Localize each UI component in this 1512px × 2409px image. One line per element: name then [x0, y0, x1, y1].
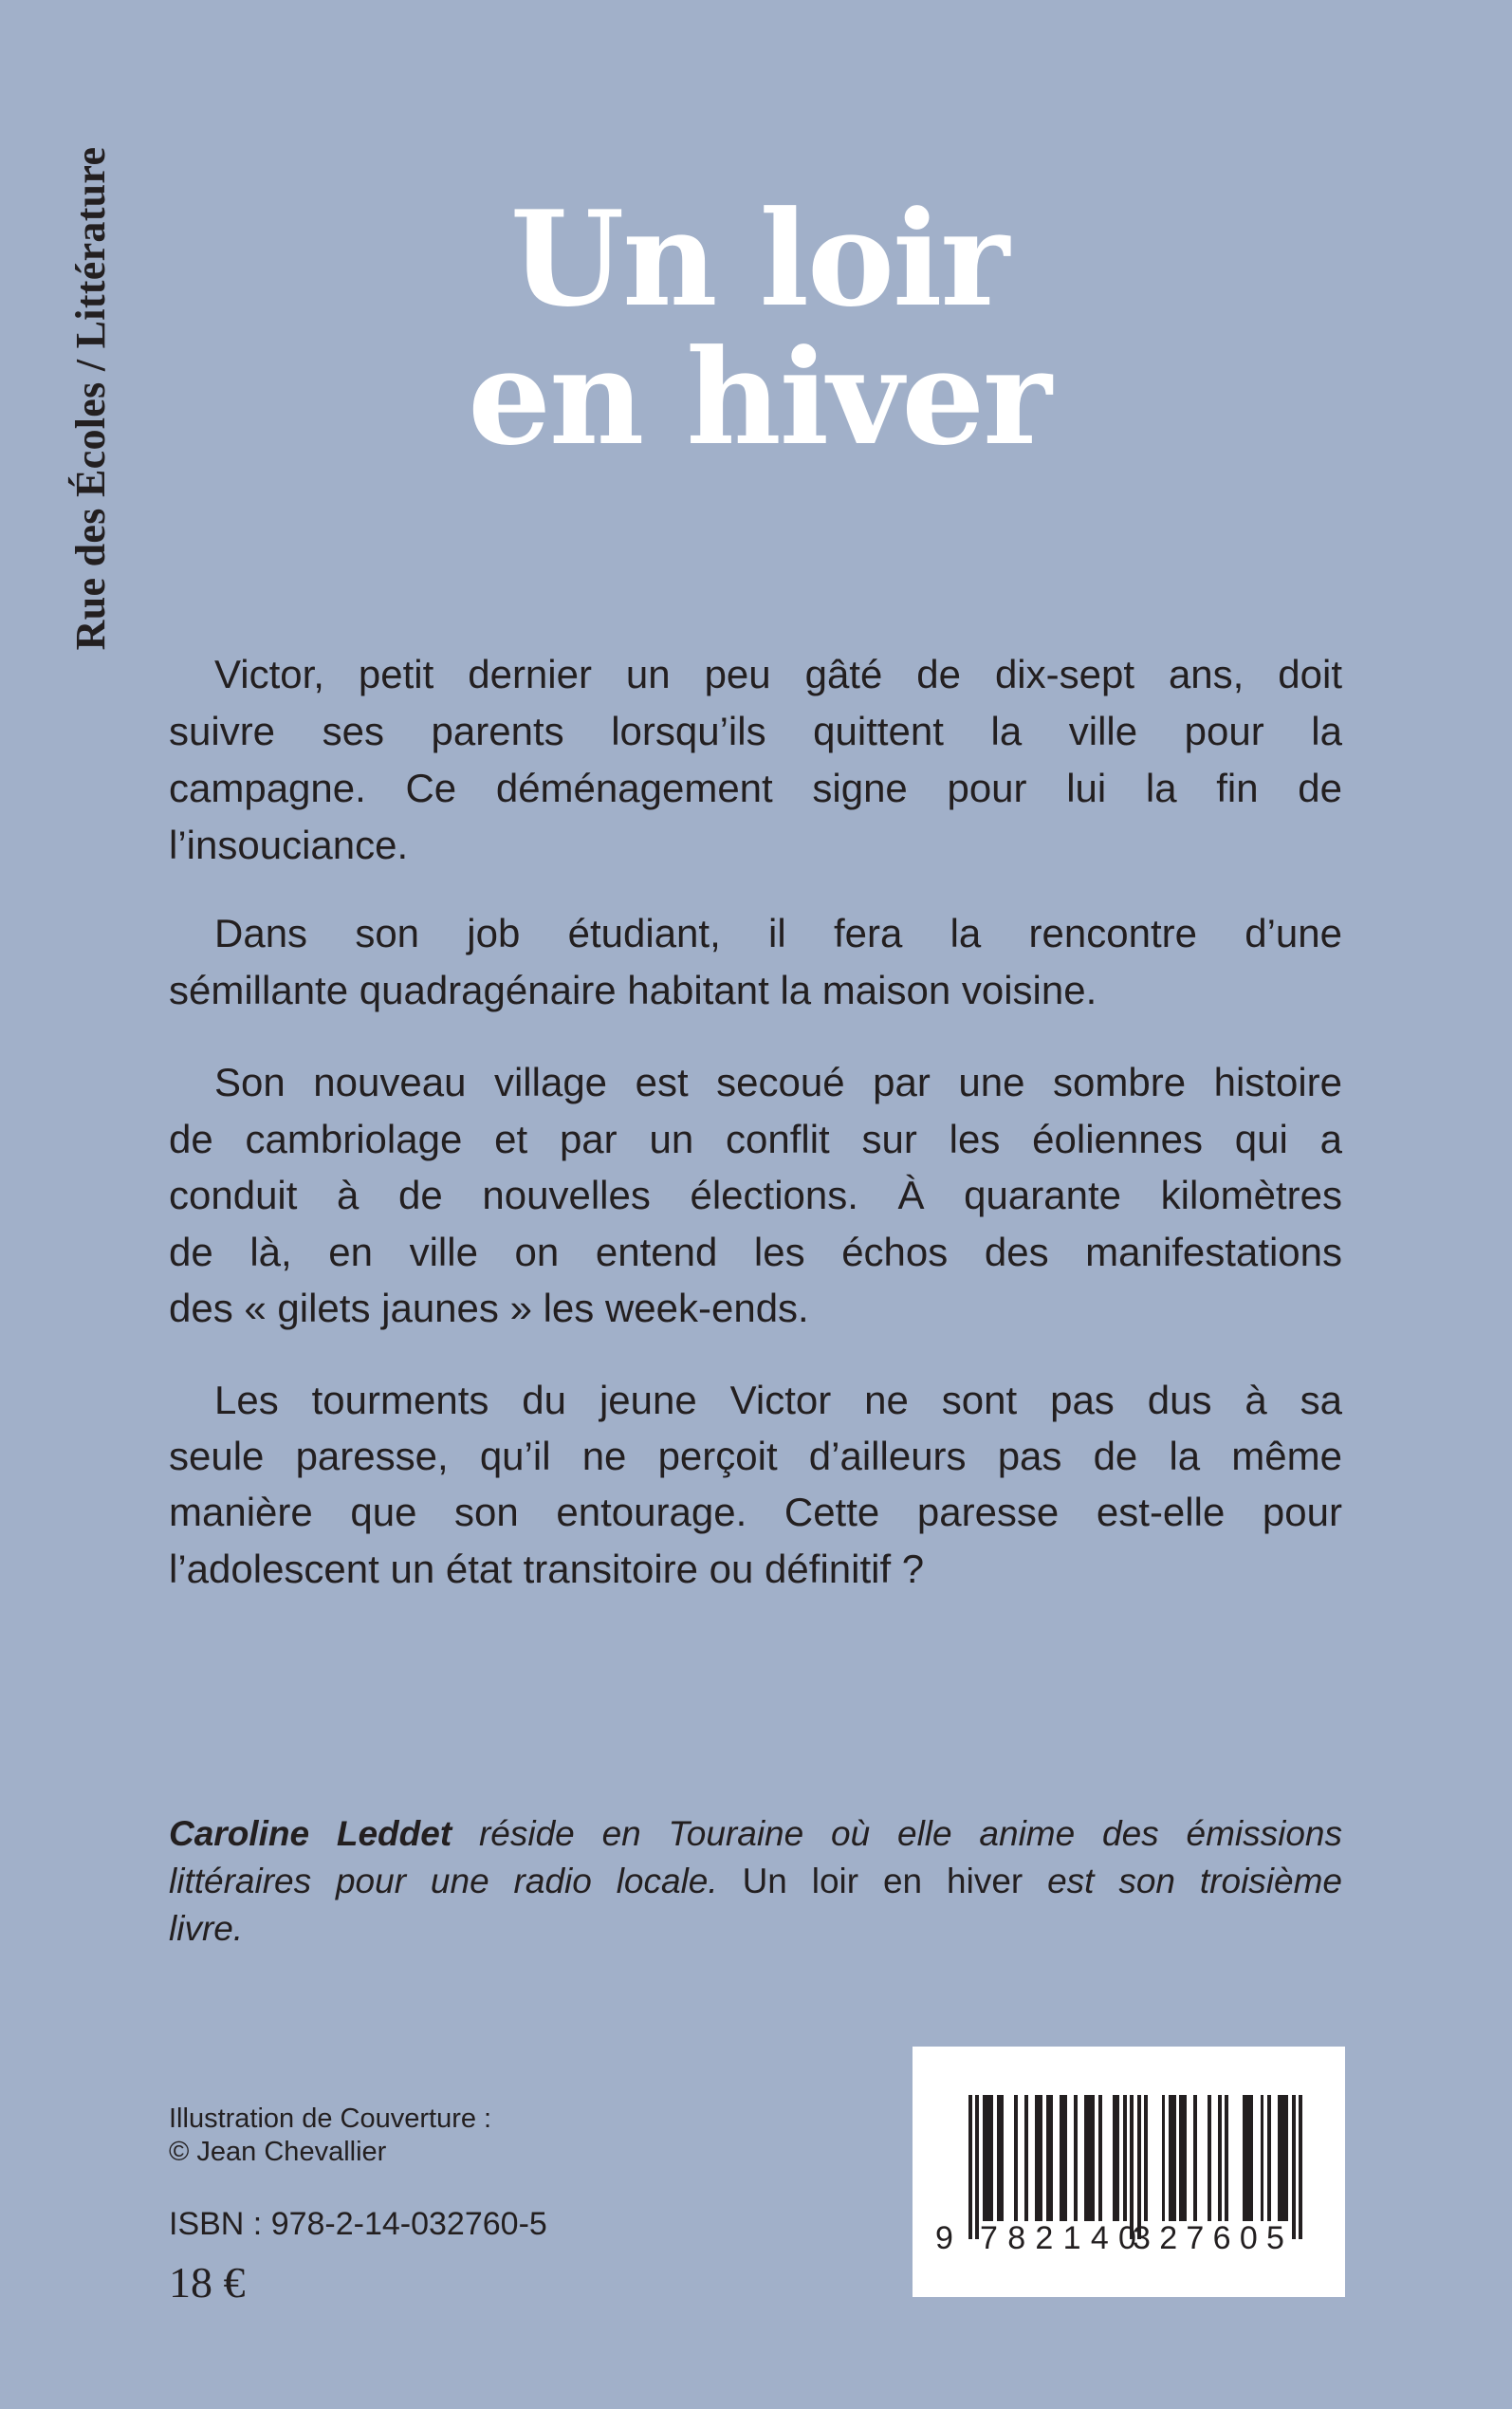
text-line: l’insouciance. [169, 823, 409, 867]
barcode-bar [1292, 2095, 1296, 2239]
book-title [398, 181, 1119, 474]
barcode-bar [1046, 2095, 1053, 2221]
author-name: Caroline Leddet [169, 1814, 452, 1853]
barcode-bar [1113, 2095, 1119, 2221]
barcode-bars [968, 2095, 1302, 2239]
barcode-left-digits [980, 2221, 1136, 2255]
text-line: de là, en ville on entend les échos des manifestations [169, 1230, 1342, 1274]
barcode-bar [1299, 2095, 1302, 2239]
isbn-text: ISBN : 978-2-14-032760-5 [169, 2206, 547, 2242]
barcode-bar [1123, 2095, 1127, 2221]
spine-label [67, 114, 114, 683]
barcode-digit: 5 [1266, 2220, 1284, 2256]
barcode-digit: 6 [1212, 2220, 1231, 2256]
barcode-digit: 7 [1186, 2220, 1205, 2256]
barcode-bar [975, 2095, 979, 2239]
barcode-bar [1060, 2095, 1066, 2221]
barcode-digit: 0 [1239, 2220, 1258, 2256]
barcode-bar [968, 2095, 972, 2239]
barcode-digit: 3 [1133, 2220, 1151, 2256]
barcode-bar [1179, 2095, 1186, 2221]
barcode-bar [1130, 2095, 1134, 2239]
text-line: des « gilets jaunes » les week-ends. [169, 1286, 809, 1330]
barcode-bar [1074, 2095, 1078, 2221]
text-line: Les tourments du jeune Victor ne sont pas dus à sa [214, 1378, 1342, 1422]
text-line: campagne. Ce déménagement signe pour lui la fin de [169, 766, 1342, 810]
barcode-bar [997, 2095, 1004, 2221]
collection-name: Rue des Écoles / Littérature [67, 146, 114, 651]
barcode-bar [1193, 2095, 1197, 2221]
book-title-reference: Un loir en hiver [742, 1862, 1023, 1900]
barcode-bar [1098, 2095, 1102, 2221]
text-line: de cambriolage et par un conflit sur les éoliennes qui a [169, 1117, 1342, 1161]
barcode-bar [1137, 2095, 1141, 2239]
barcode-digit: 2 [1035, 2220, 1054, 2256]
barcode-digit: 1 [1062, 2220, 1081, 2256]
barcode-bar [983, 2095, 993, 2221]
barcode-bar [1267, 2095, 1271, 2221]
barcode-digit: 7 [980, 2220, 998, 2256]
barcode-bar [1035, 2095, 1042, 2221]
text-line: Son nouveau village est secoué par une sombre histoire [214, 1060, 1342, 1104]
text-line: conduit à de nouvelles élections. À quarante kilomètres [169, 1173, 1342, 1217]
barcode-bar [1014, 2095, 1018, 2221]
illustration-credit-label: Illustration de Couverture : [169, 2103, 492, 2134]
barcode-digit: 4 [1090, 2220, 1109, 2256]
text-line: suivre ses parents lorsqu’ils quittent la ville pour la [169, 709, 1342, 753]
barcode-bar [1208, 2095, 1211, 2221]
text-line: Dans son job étudiant, il fera la rencontre d’une [214, 911, 1342, 955]
barcode-digit: 8 [1007, 2220, 1026, 2256]
barcode-bar [1144, 2095, 1148, 2221]
text-line: Victor, petit dernier un peu gâté de dix-sept ans, doit [214, 652, 1342, 696]
barcode-bar [1225, 2095, 1228, 2221]
bio-text: littéraires pour une radio locale. [169, 1862, 743, 1900]
bio-text: réside en Touraine où elle anime des émissions [452, 1814, 1342, 1853]
barcode-bar [1024, 2095, 1028, 2221]
illustration-credit-name: © Jean Chevallier [169, 2137, 387, 2167]
barcode-bar [1084, 2095, 1095, 2221]
text-line: seule paresse, qu’il ne perçoit d’ailleurs pas de la même [169, 1434, 1342, 1478]
barcode [913, 2047, 1345, 2297]
barcode-bar [1278, 2095, 1288, 2221]
barcode-right-digits [1133, 2221, 1284, 2255]
barcode-digit: 2 [1159, 2220, 1178, 2256]
barcode-bar [1162, 2095, 1166, 2221]
text-line: sémillante quadragénaire habitant la maison voisine. [169, 968, 1097, 1012]
barcode-bar [1243, 2095, 1253, 2221]
bio-line-3: livre. [169, 1909, 244, 1948]
barcode-bar [1218, 2095, 1222, 2221]
barcode-first-digit: 9 [935, 2220, 953, 2256]
price: 18 € [169, 2258, 246, 2307]
bio-line-2 [169, 1861, 1342, 1902]
bio-text: est son troisième [1023, 1862, 1342, 1900]
text-line: l’adolescent un état transitoire ou définitif ? [169, 1547, 925, 1591]
barcode-bar [1261, 2095, 1264, 2221]
barcode-bar [1169, 2095, 1175, 2221]
barcode-digit: 0 [1118, 2220, 1136, 2256]
bio-line-1 [169, 1813, 1342, 1855]
title-line-1: Un loir [509, 181, 1008, 336]
title-line-2: en hiver [468, 320, 1050, 474]
text-line: manière que son entourage. Cette paresse est-elle pour [169, 1490, 1342, 1534]
